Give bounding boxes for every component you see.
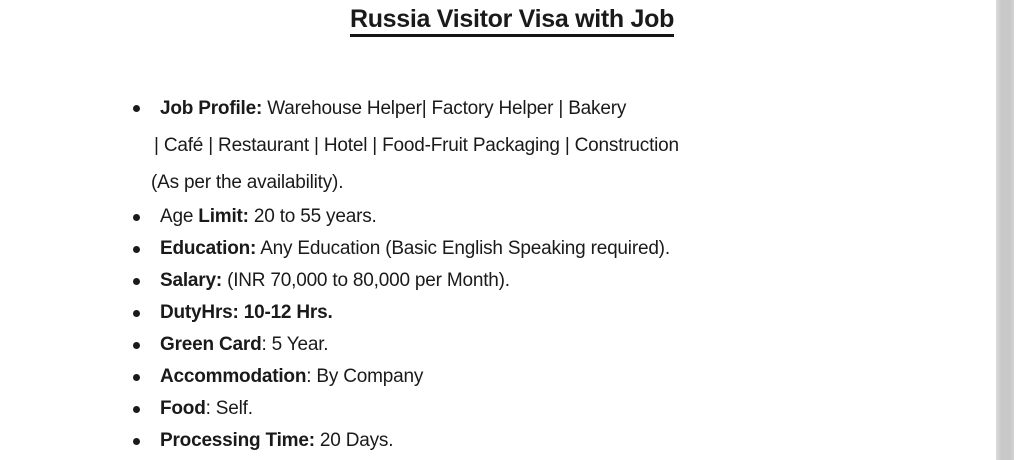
list-item-processing-time — [133, 425, 994, 457]
list-item-job-profile — [133, 90, 994, 201]
list-item-green-card — [133, 329, 994, 361]
list-item-line — [160, 233, 994, 265]
label-text: Education: — [160, 238, 257, 259]
list-item-line — [160, 201, 994, 233]
label-text: Job Profile: — [160, 98, 263, 119]
label-text: Processing Time: — [160, 430, 315, 451]
label-text: DutyHrs: 10-12 Hrs. — [160, 302, 333, 323]
value-text: Warehouse Helper| Factory Helper | Bakery — [262, 98, 627, 119]
value-text: Age — [160, 206, 199, 227]
value-text: | Café | Restaurant | Hotel | Food-Fruit Packaging | Construction — [154, 135, 679, 156]
value-text: (As per the availability). — [151, 172, 344, 193]
list-item-line — [160, 90, 994, 127]
title-area — [0, 5, 1024, 37]
label-text: Green Card — [160, 334, 262, 355]
value-text: 20 Days. — [314, 430, 394, 451]
list-item-line — [160, 361, 994, 393]
page-title-text: Russia Visitor Visa with Job — [350, 5, 674, 37]
page-title — [0, 5, 1024, 37]
label-text: Limit: — [198, 206, 249, 227]
visa-details-list — [133, 90, 994, 457]
label-text: Accommodation — [160, 366, 307, 387]
list-item-line — [160, 393, 994, 425]
list-item-line — [160, 425, 994, 457]
value-text: (INR 70,000 to 80,000 per Month). — [221, 270, 510, 291]
list-item-line — [160, 329, 994, 361]
list-item-line — [160, 297, 994, 329]
label-text: Food — [160, 398, 206, 419]
list-item-line — [151, 164, 994, 201]
value-text: : 5 Year. — [261, 334, 329, 355]
list-item-accommodation — [133, 361, 994, 393]
list-item-duty-hours — [133, 297, 994, 329]
list-item-age-limit — [133, 201, 994, 233]
scan-edge-strip — [996, 0, 1014, 460]
list-item-salary — [133, 265, 994, 297]
list-item-line — [160, 265, 994, 297]
list-item-food — [133, 393, 994, 425]
label-text: Salary: — [160, 270, 222, 291]
list-item-education — [133, 233, 994, 265]
value-text: : By Company — [306, 366, 424, 387]
value-text: : Self. — [205, 398, 253, 419]
list-item-line — [154, 127, 994, 164]
value-text: 20 to 55 years. — [248, 206, 377, 227]
value-text: Any Education (Basic English Speaking required). — [256, 238, 670, 259]
